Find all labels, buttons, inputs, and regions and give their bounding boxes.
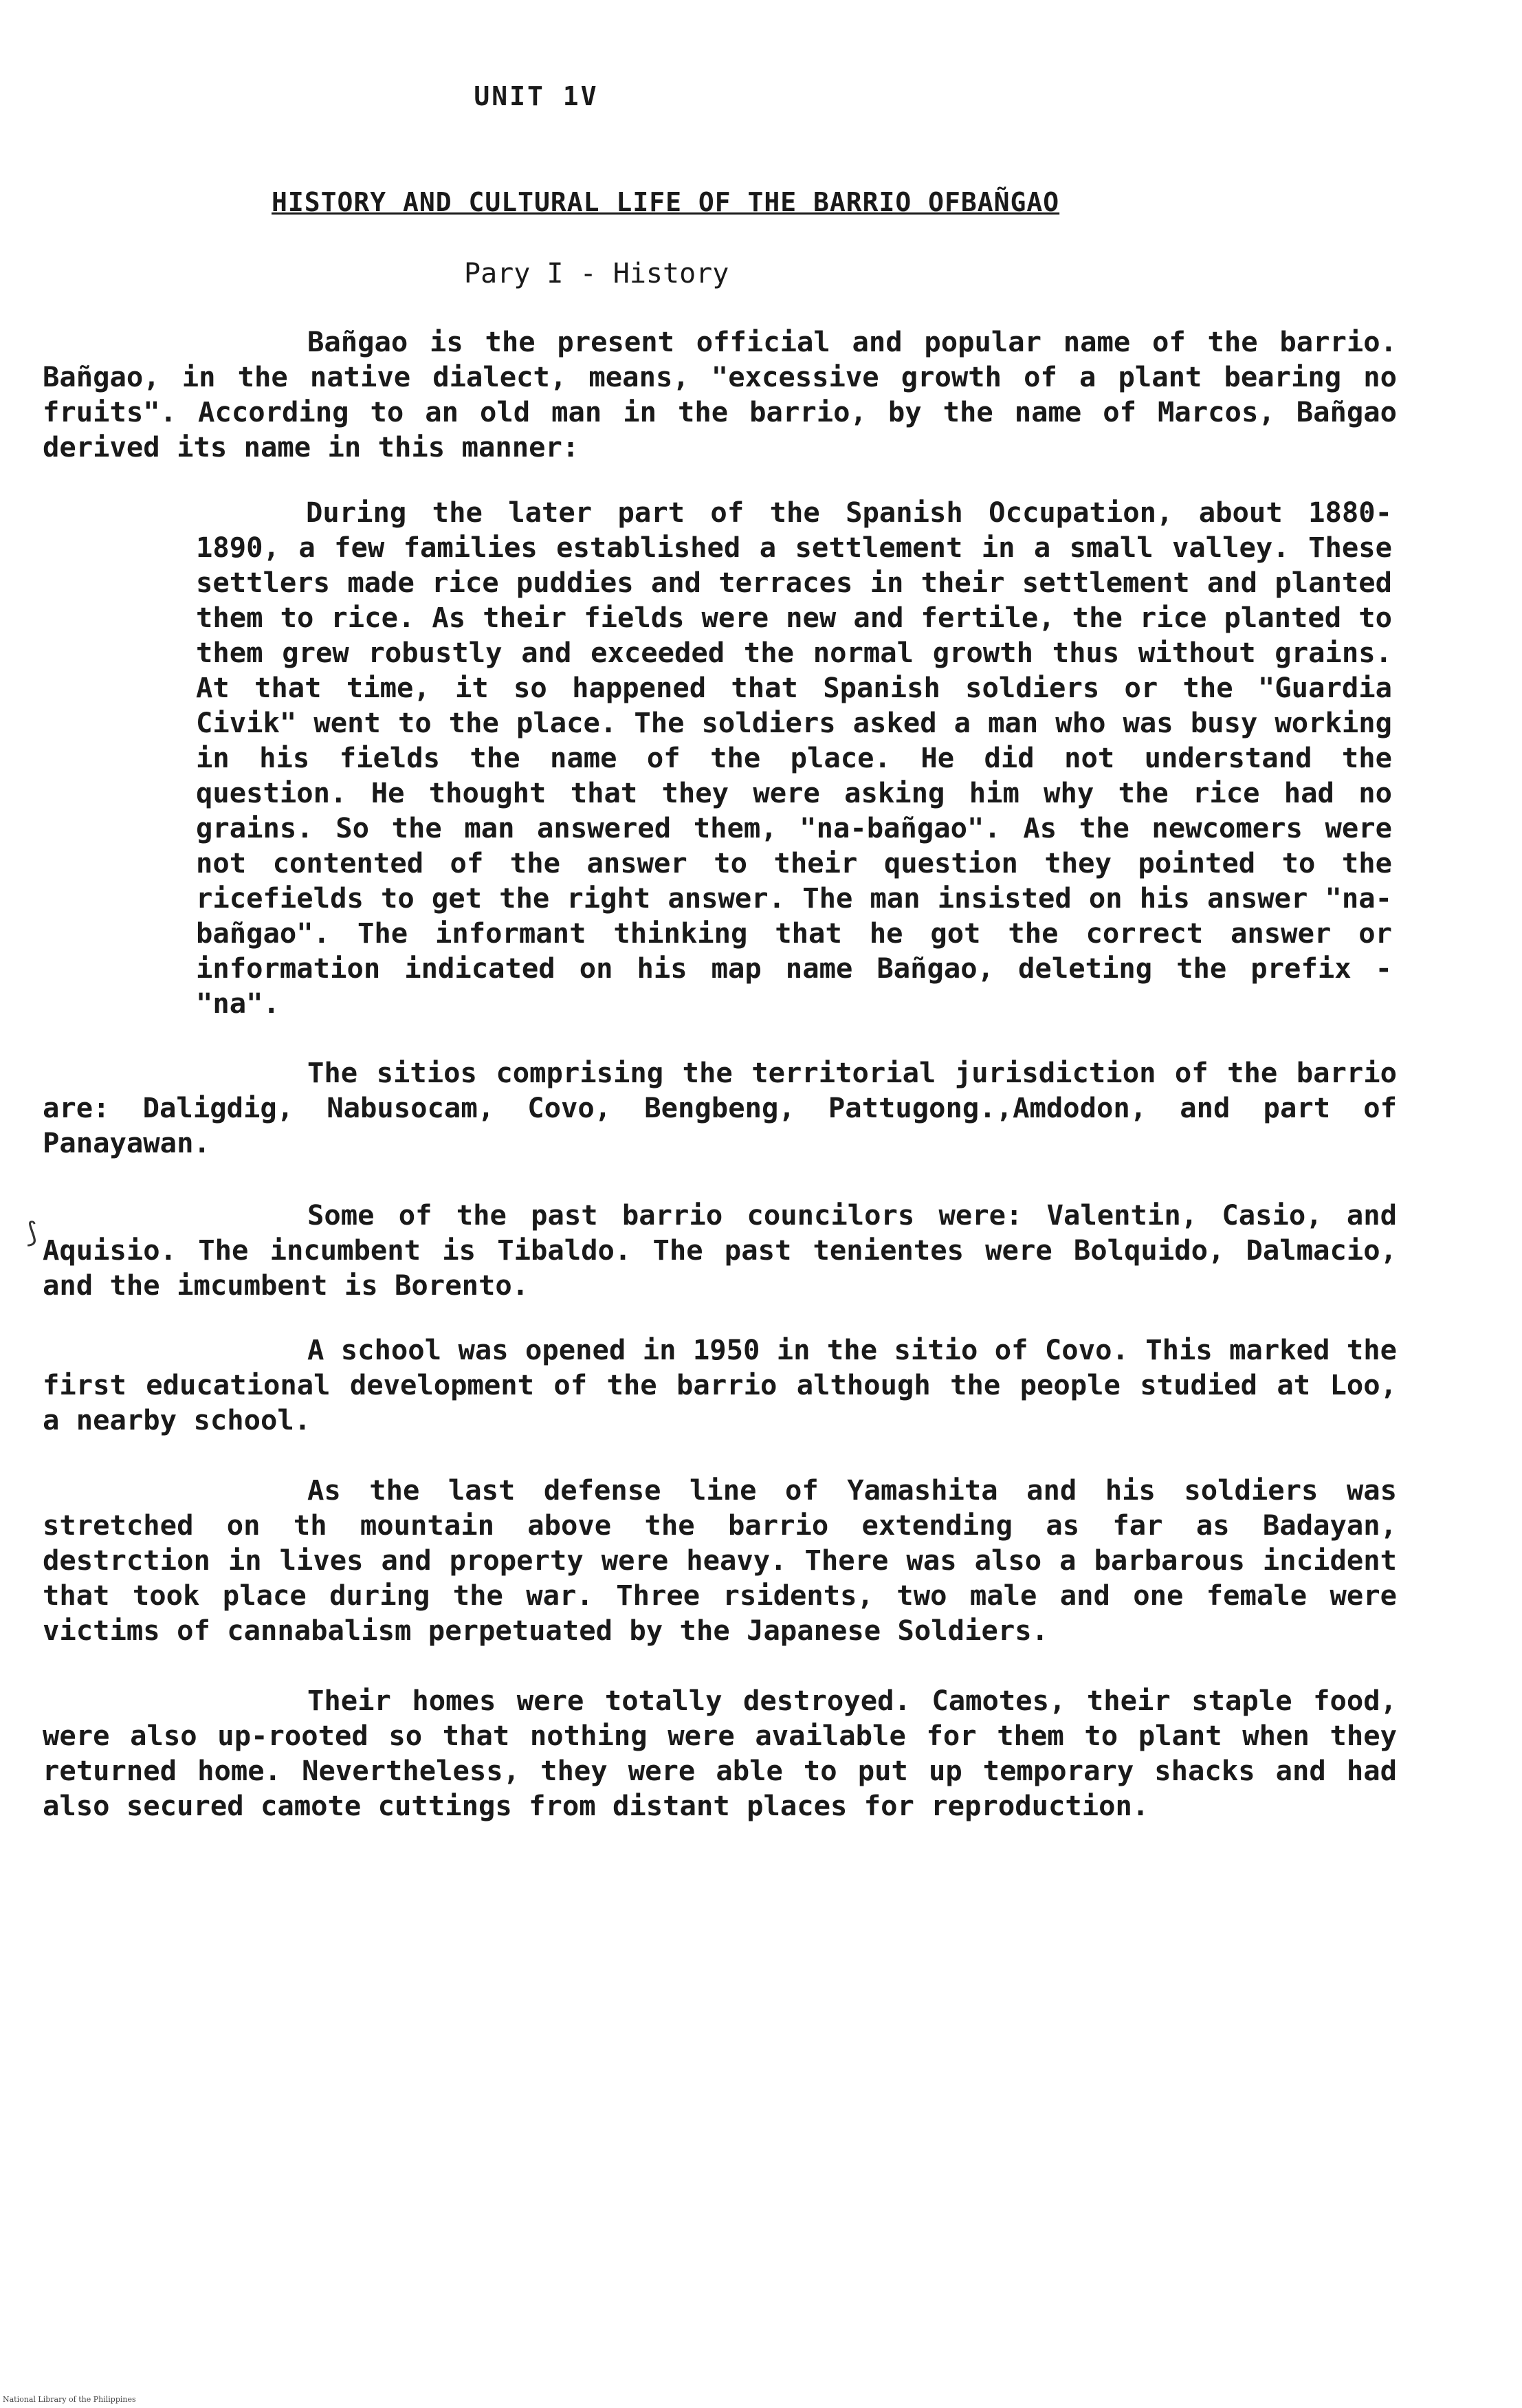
part-subtitle: Pary I - History: [464, 258, 729, 289]
paragraph-homes-destroyed: Their homes were totally destroyed. Camotes, their staple food, were also up-rooted so that nothing were available for them to plant when they returned home. Nevertheless, they were able to put up temporary shacks and had also secured camote cuttings from distant places for reproduction.: [43, 1684, 1397, 1822]
paragraph-school: A school was opened in 1950 in the sitio of Covo. This marked the first educational development of the barrio although the people studied at Loo, a nearby school.: [43, 1333, 1397, 1436]
paragraph-councilors: Some of the past barrio councilors were: Valentin, Casio, and Aquisio. The incumbent is Tibaldo. The past tenientes were Bolquido, Dalmacio, and the imcumbent is Borento.: [43, 1198, 1397, 1302]
paragraph-war: As the last defense line of Yamashita and his soldiers was stretched on th mountain above the barrio extending as far as Badayan, destrction in lives and property were heavy. There was also a barbarous incident that took place during the war. Three rsidents, two male and one female were victims of cannabalism perpetuated by the Japanese Soldiers.: [43, 1474, 1397, 1647]
library-watermark: National Library of the Philippines: [3, 2395, 136, 2404]
paragraph-spanish-occupation: During the later part of the Spanish Occupation, about 1880-1890, a few families established a settlement in a small valley. These settlers made rice puddies and terraces in their settlement and planted them to rice. As their fields were new and fertile, the rice planted to them grew robustly and exceeded the normal growth thus without grains. At that time, it so happened that Spanish soldiers or the "Guardia Civik" went to the place. The soldiers asked a man who was busy working in his fields the name of the place. He did not understand the question. He thought that they were asking him why the rice had no grains. So the man answered them, "na-bañgao". As the newcomers were not contented of the answer to their question they pointed to the ricefields to get the right answer. The man insisted on his answer "na-bañgao". The informant thinking that he got the correct answer or information indicated on his map name Bañgao, deleting the prefix - "na".: [196, 496, 1392, 1020]
unit-heading: UNIT 1V: [474, 81, 599, 111]
paragraph-sitios: The sitios comprising the territorial jurisdiction of the barrio are: Daligdig, Nabusocam, Covo, Bengbeng, Pattugong.,Amdodon, and part of Panayawan.: [43, 1056, 1397, 1159]
margin-bracket-mark: ⟆: [23, 1217, 41, 1249]
document-title: HISTORY AND CULTURAL LIFE OF THE BARRIO OFBAÑGAO: [272, 187, 1060, 217]
paragraph-name-origin: Bañgao is the present official and popular name of the barrio. Bañgao, in the native dialect, means, "excessive growth of a plant bearing no fruits". According to an old man in the barrio, by the name of Marcos, Bañgao derived its name in this manner:: [43, 325, 1397, 463]
